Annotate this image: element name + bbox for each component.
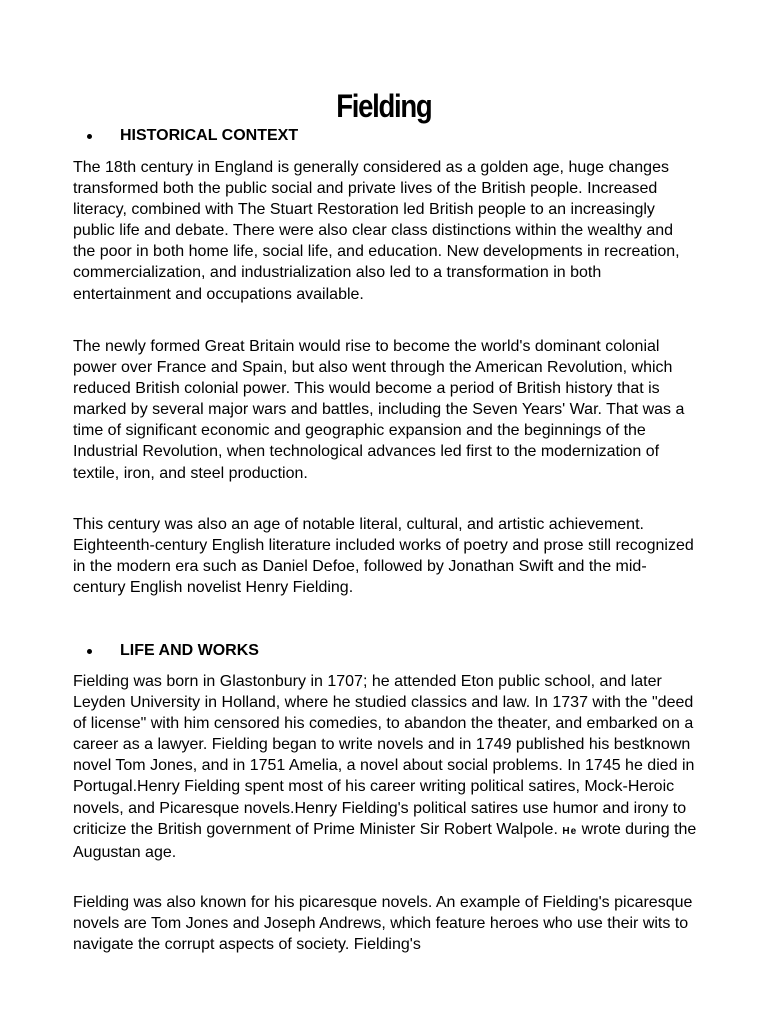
paragraph: The newly formed Great Britain would rise to become the world's dominant colonial power over France and Spain, but also went through the American Revolution, which reduced British colonial power. This would become a period of British history that is marked by several major wars and battles, including the Seven Years' War. That was a time of significant economic and geographic expansion and the beginnings of the Industrial Revolution, when technological advances led first to the modernization of textile, iron, and steel production. xyxy=(73,338,685,482)
paragraph: Fielding was also known for his picaresque novels. An example of Fielding's picaresque novels are Tom Jones and Joseph Andrews, which feature heroes who use their wits to navigate the corrupt aspects of society. Fielding's xyxy=(73,894,693,954)
section-heading-label: LIFE AND WORKS xyxy=(120,642,259,659)
paragraph xyxy=(73,671,697,863)
paragraph: This century was also an age of notable literal, cultural, and artistic achievement. Eighteenth-century English literature included works of poetry and prose still recognized in the modern era such as Daniel Defoe, followed by Jonathan Swift and the mid-century English novelist Henry Fielding. xyxy=(73,516,694,597)
bullet-icon xyxy=(87,134,92,139)
document-title: Fielding xyxy=(336,88,432,124)
paragraph-text: Fielding was born in Glastonbury in 1707; he attended Eton public school, and later Leyden University in Holland, where he studied classics and law. In 1737 with the "deed of license" with him censored his comedies, to abandon the theater, and embarked on a career as a lawyer. Fielding began to write novels and in 1749 published his bestknown novel Tom Jones, and in 1751 Amelia, a novel about social problems. In 1745 he died in Portugal.Henry Fielding spent most of his career writing political satires, Mock-Heroic novels, and Picaresque novels.Henry Fielding's political satires use humor and irony to criticize the British government of Prime Minister Sir Robert Walpole. xyxy=(73,673,695,838)
small-text: He xyxy=(562,825,578,837)
section-heading-historical-context xyxy=(96,126,298,146)
paragraph: The 18th century in England is generally considered as a golden age, huge changes transformed both the public social and private lives of the British people. Increased literacy, combined with The Stuart Restoration led British people to an increasingly public life and debate. There were also clear class distinctions within the wealthy and the poor in both home life, social life, and education. New developments in recreation, commercialization, and industrialization also led to a transformation in both entertainment and occupations available. xyxy=(73,159,680,303)
section-heading-life-and-works xyxy=(96,641,259,661)
bullet-icon xyxy=(87,649,92,654)
section-heading-label: HISTORICAL CONTEXT xyxy=(120,127,299,144)
paragraph-text: wrote during the Augustan age. xyxy=(73,820,697,861)
